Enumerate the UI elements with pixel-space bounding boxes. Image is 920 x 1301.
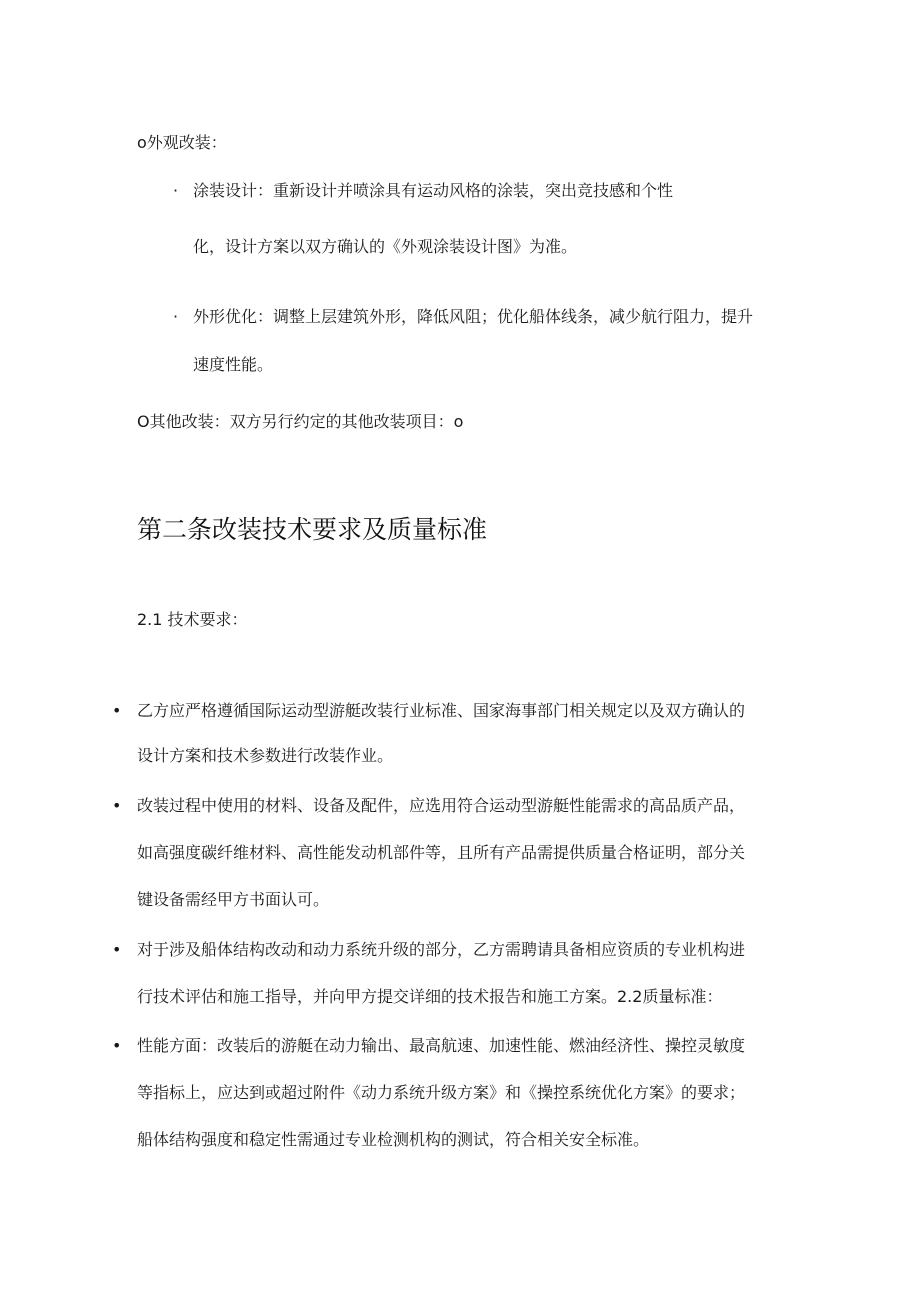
- quality-performance-line-2: 等指标上，应达到或超过附件《动力系统升级方案》和《操控系统优化方案》的要求；: [137, 1083, 746, 1102]
- list-bullet: •: [112, 796, 122, 815]
- requirement-2-line-3: 键设备需经甲方书面认可。: [137, 890, 330, 909]
- paint-design-line-2: 化，设计方案以双方确认的《外观涂装设计图》为准。: [193, 237, 578, 256]
- technical-requirements-title: 2.1 技术要求：: [137, 610, 248, 629]
- list-bullet: •: [112, 940, 122, 959]
- list-bullet: ·: [173, 307, 179, 326]
- shape-optimization-line-1: 外形优化：调整上层建筑外形，降低风阻；优化船体线条，减少航行阻力，提升: [193, 307, 754, 326]
- section-exterior-title: o外观改装：: [137, 133, 227, 152]
- quality-performance-line-3: 船体结构强度和稳定性需通过专业检测机构的测试，符合相关安全标准。: [137, 1130, 650, 1149]
- requirement-2-line-2: 如高强度碳纤维材料、高性能发动机部件等，且所有产品需提供质量合格证明，部分关: [137, 843, 746, 862]
- article-2-heading: 第二条改装技术要求及质量标准: [137, 515, 488, 544]
- paint-design-line-1: 涂装设计：重新设计并喷涂具有运动风格的涂装，突出竞技感和个性: [193, 181, 674, 200]
- list-bullet: •: [112, 1036, 122, 1055]
- list-bullet: ·: [173, 181, 179, 200]
- requirement-1-line-2: 设计方案和技术参数进行改装作业。: [137, 746, 394, 765]
- requirement-2-line-1: 改装过程中使用的材料、设备及配件，应选用符合运动型游艇性能需求的高品质产品，: [137, 796, 746, 815]
- requirement-1-line-1: 乙方应严格遵循国际运动型游艇改装行业标准、国家海事部门相关规定以及双方确认的: [137, 701, 746, 720]
- list-bullet: •: [112, 701, 122, 720]
- other-modification: O其他改装：双方另行约定的其他改装项目：o: [137, 412, 464, 431]
- requirement-3-line-2: 行技术评估和施工指导，并向甲方提交详细的技术报告和施工方案。2.2质量标准：: [137, 987, 723, 1006]
- quality-performance-line-1: 性能方面：改装后的游艇在动力输出、最高航速、加速性能、燃油经济性、操控灵敏度: [137, 1036, 746, 1055]
- shape-optimization-line-2: 速度性能。: [193, 355, 274, 374]
- requirement-3-line-1: 对于涉及船体结构改动和动力系统升级的部分，乙方需聘请具备相应资质的专业机构进: [137, 940, 746, 959]
